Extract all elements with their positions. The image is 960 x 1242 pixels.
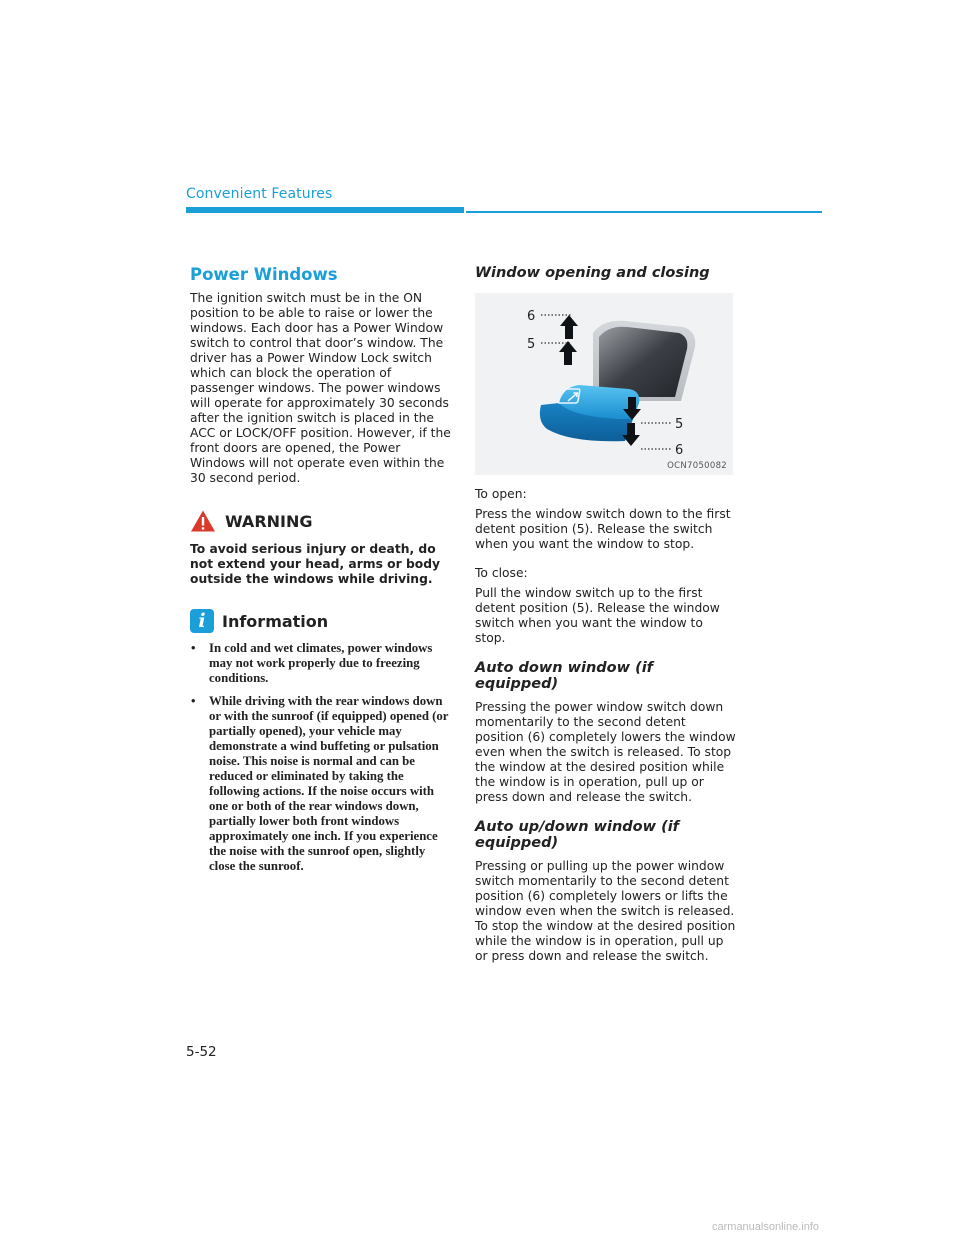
auto-down-title: Auto down window (if equipped)	[475, 660, 653, 692]
page-number: 5-52	[186, 1044, 217, 1060]
to-open-label: To open:	[475, 487, 527, 501]
power-windows-intro: The ignition switch must be in the ON position to be able to raise or lower the windows. Each door has a Power Window switch to control that door’s window. The driver has a Power Window Lock switch which can block the operation of passenger windows. The power windows will operate for approximately 30 seconds after the ignition switch is placed in the ACC or LOCK/OFF position. However, if the front doors are opened, the Power Windows will not operate even within the 30 second period.	[190, 291, 451, 485]
label-up-first-detent: 5	[527, 337, 536, 352]
warning-icon	[190, 509, 216, 533]
watermark: carmanualsonline.info	[712, 1221, 820, 1233]
right-column	[475, 262, 737, 964]
to-open-text: Press the window switch down to the first detent position (5). Release the switch when you want the window to stop.	[475, 507, 731, 551]
window-switch-figure	[475, 293, 733, 475]
information-title: Information	[222, 611, 329, 631]
auto-updown-text: Pressing or pulling up the power window switch momentarily to the second detent position (6) completely lowers or lifts the window even when the switch is released. To stop the window at the desired position while the window is in operation, pull up or press down and release the switch.	[475, 859, 736, 963]
auto-down-text: Pressing the power window switch down momentarily to the second detent position (6) completely lowers the window even when the switch is released. To stop the window at the desired position while the window is in operation, pull up or press down and release the switch.	[475, 700, 736, 804]
information-item: • In cold and wet climates, power windows may not work properly due to freezing conditions.	[191, 641, 433, 685]
window-open-close-title: Window opening and closing	[475, 265, 710, 281]
power-windows-title: Power Windows	[190, 265, 338, 284]
label-down-second-detent: 6	[675, 443, 684, 458]
information-item: • While driving with the rear windows down or with the sunroof (if equipped) opened (or partially opened), your vehicle may demonstrate a wind buffeting or pulsation noise. This noise is normal and can be reduced or eliminated by taking the following actions. If the noise occurs with one or both of the rear windows down, partially lower both front windows approximately one inch. If you experience the noise with the sunroof open, slightly close the sunroof.	[191, 694, 449, 873]
window-switch-illustration	[475, 293, 733, 475]
information-list	[190, 641, 452, 874]
warning-text: To avoid serious injury or death, do not extend your head, arms or body outside the windows while driving.	[190, 542, 441, 586]
section-header: Convenient Features	[186, 186, 333, 202]
to-close-label: To close:	[475, 566, 528, 580]
header-rule-thick	[186, 207, 464, 213]
label-up-second-detent: 6	[527, 309, 536, 324]
information-icon: i	[190, 609, 214, 633]
to-close-text: Pull the window switch up to the first detent position (5). Release the window switch when you want the window to stop.	[475, 586, 720, 645]
warning-header	[190, 508, 452, 534]
left-column	[190, 262, 452, 882]
figure-code: OCN7050082	[667, 461, 727, 471]
auto-updown-title: Auto up/down window (if equipped)	[475, 819, 679, 851]
label-down-first-detent: 5	[675, 417, 684, 432]
warning-title: WARNING	[225, 511, 313, 531]
information-header	[190, 607, 452, 635]
header-rule-thin	[466, 211, 822, 213]
